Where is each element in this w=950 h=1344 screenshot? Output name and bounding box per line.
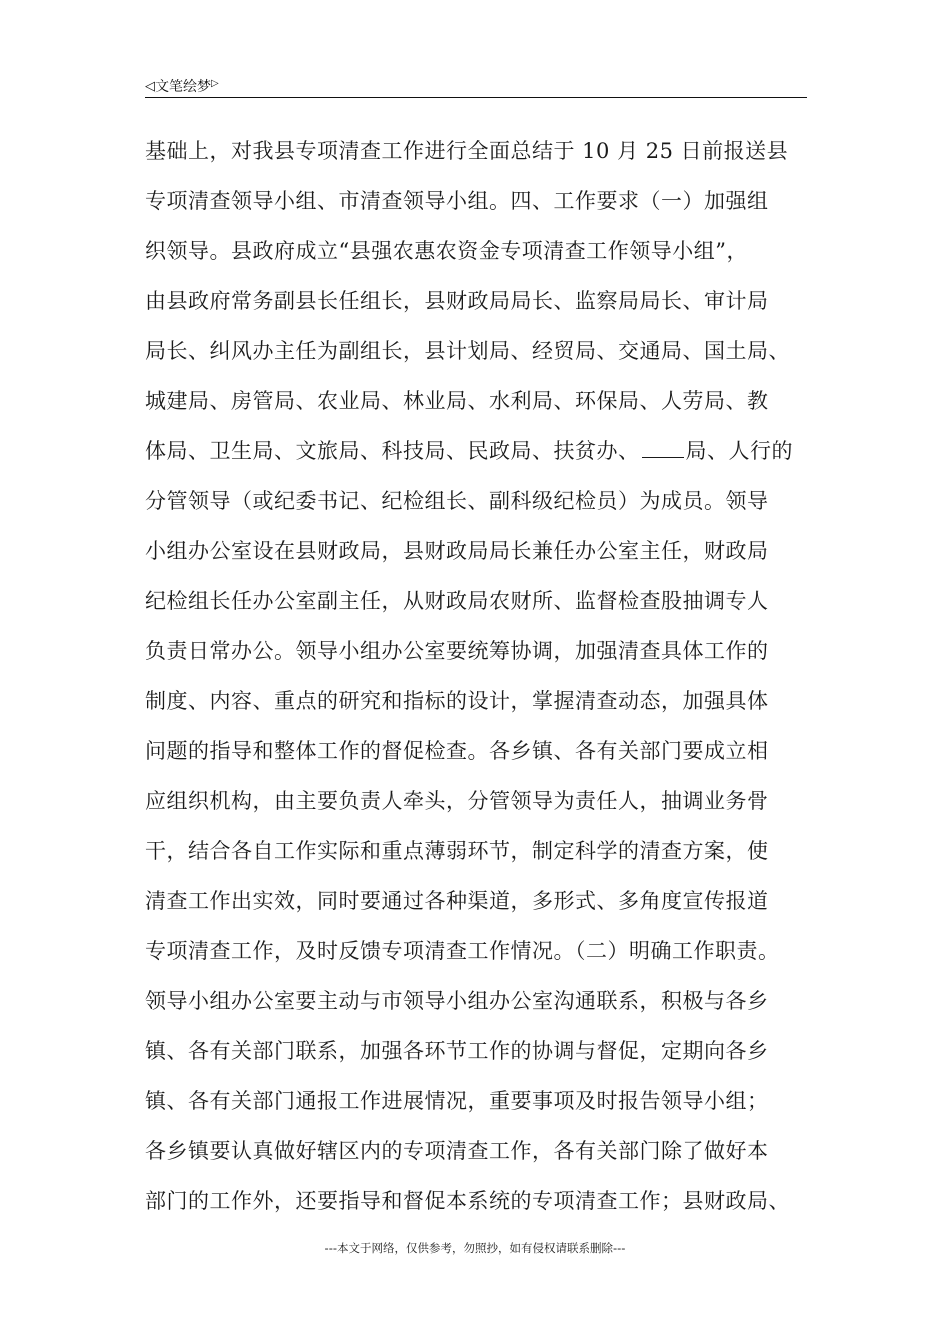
header-brand: 文笔绘梦 — [155, 79, 211, 95]
text-segment: 局、人行的 — [685, 439, 793, 463]
text-line: 干，结合各自工作实际和重点薄弱环节，制定科学的清查方案，使 — [145, 839, 769, 863]
page-footer: ---本文于网络，仅供参考，勿照抄，如有侵权请联系删除--- — [324, 1241, 626, 1255]
text-line: 镇、各有关部门联系，加强各环节工作的协调与督促，定期向各乡 — [145, 1039, 769, 1063]
text-line: 城建局、房管局、农业局、林业局、水利局、环保局、人劳局、教 — [145, 389, 769, 413]
text-line: 专项清查工作，及时反馈专项清查工作情况。（二）明确工作职责。 — [145, 939, 780, 963]
right-triangle-icon: ▷ — [211, 77, 219, 89]
text-line: 部门的工作外，还要指导和督促本系统的专项清查工作；县财政局、 — [145, 1189, 790, 1213]
text-line: 专项清查领导小组、市清查领导小组。四、工作要求（一）加强组 — [145, 189, 769, 213]
text-line: 制度、内容、重点的研究和指标的设计，掌握清查动态，加强具体 — [145, 689, 769, 713]
text-line: 由县政府常务副县长任组长，县财政局局长、监察局局长、审计局 — [145, 289, 769, 313]
text-line: 织领导。县政府成立“县强农惠农资金专项清查工作领导小组”， — [145, 239, 748, 263]
text-line: 应组织机构，由主要负责人牵头，分管领导为责任人，抽调业务骨 — [145, 789, 769, 813]
page-header — [145, 75, 807, 97]
text-line: 领导小组办公室要主动与市领导小组办公室沟通联系，积极与各乡 — [145, 989, 769, 1013]
text-line: 局长、纠风办主任为副组长，县计划局、经贸局、交通局、国土局、 — [145, 339, 790, 363]
text-line: 分管领导（或纪委书记、纪检组长、副科级纪检员）为成员。领导 — [145, 489, 769, 513]
header-divider — [145, 97, 807, 98]
left-triangle-icon: ◁ — [145, 78, 155, 94]
text-line: 问题的指导和整体工作的督促检查。各乡镇、各有关部门要成立相 — [145, 739, 769, 763]
text-line: 基础上，对我县专项清查工作进行全面总结于 10 月 25 日前报送县 — [145, 139, 789, 163]
fill-in-blank — [642, 441, 684, 458]
text-line: 小组办公室设在县财政局，县财政局局长兼任办公室主任，财政局 — [145, 539, 769, 563]
text-line-with-blank — [145, 426, 809, 476]
text-segment: 体局、卫生局、文旅局、科技局、民政局、扶贫办、 — [145, 439, 640, 463]
text-line: 清查工作出实效，同时要通过各种渠道，多形式、多角度宣传报道 — [145, 889, 769, 913]
text-line: 各乡镇要认真做好辖区内的专项清查工作，各有关部门除了做好本 — [145, 1139, 769, 1163]
text-line: 负责日常办公。领导小组办公室要统筹协调，加强清查具体工作的 — [145, 639, 769, 663]
text-line: 镇、各有关部门通报工作进展情况，重要事项及时报告领导小组； — [145, 1089, 769, 1113]
document-body — [145, 126, 809, 1226]
text-line: 纪检组长任办公室副主任，从财政局农财所、监督检查股抽调专人 — [145, 589, 769, 613]
